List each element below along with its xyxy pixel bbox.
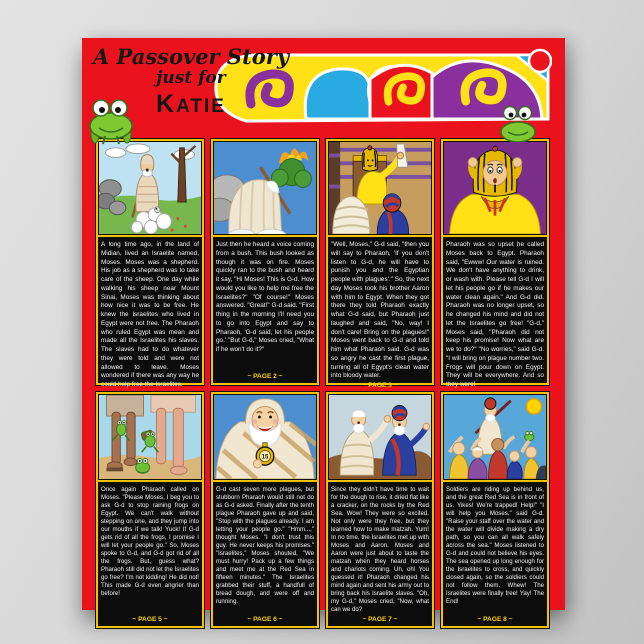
- illustration-pharaoh-court: [328, 141, 432, 235]
- stopwatch-value: 15: [261, 453, 269, 461]
- illustration-moses-aaron-red-sea: [328, 394, 432, 480]
- story-panel-5: [95, 391, 205, 629]
- story-panel-4: [440, 138, 550, 389]
- illustration-moses-shepherd: [98, 141, 202, 235]
- story-text: "Well, Moses," G-d said, "then you will say to Pharaoh, 'If you don't listen to G-d, he will have to punish you and the Egyptian people with plagues'." So, the next day Moses took his brother Aaron with him to Egypt. When they got there they told Pharaoh exactly what G-d said, but Pharaoh just laughed and said, "No, way! I don't care! Bring on the plagues!" Moses went back to G-d and told him what Pharaoh said. G-d was so angry he cast the first plague, turning all of Egypt's clean water into bloody water.: [331, 241, 429, 380]
- page-label: ~ PAGE 5 ~: [132, 615, 168, 623]
- recipient-name: KATIE: [156, 90, 226, 119]
- page-label: ~ PAGE 6 ~: [247, 615, 283, 623]
- story-panel-3: [325, 138, 435, 390]
- passover-story-poster: [82, 38, 565, 623]
- page-label: ~ PAGE 7 ~: [362, 615, 398, 623]
- page-label: ~ PAGE 2 ~: [247, 373, 283, 380]
- frog-peeking-icon: [498, 104, 538, 142]
- story-textbox: [443, 482, 547, 626]
- frog-peeking-icon: [85, 96, 137, 146]
- illustration-frogs-on-feet: [98, 394, 202, 480]
- poster-title-line2: just for: [156, 68, 226, 89]
- story-text: A long time ago, in the land of Midian, lived an Israelite named, Moses. Moses was a shepherd. His job as a shepherd was to take care of the sheep. One day while walking his sheep near Mount Sinai, Moses was thinking about how nice it was to be free. He knew the Israelites who lived in Egypt were not free. The Pharaoh who ruled Egypt was mean and made all the Israelites his slaves. The slaves had to do whatever they were told and were not allowed to leave. Moses wondered if there was any way he could help free the Israelites.: [101, 241, 199, 389]
- story-panel-8: [440, 391, 550, 629]
- illustration-pharaoh-upset: [443, 141, 547, 235]
- story-textbox: [328, 482, 432, 626]
- poster-header: [82, 38, 565, 138]
- story-textbox: [98, 237, 202, 389]
- story-text: G-d cast seven more plagues, but stubborn Pharaoh would still not do as G-d asked. Finally after the tenth plague Pharaoh gave up and said, "Stop with the plagues already. I am letting your people go." "Hmm...," thought Moses. "I don't trust this guy. He never keeps his promises." "Israelites," Moses shouted, "We must hurry! Pack up a few things and meet me at the Red Sea in fifteen minutes." The Israelites grabbed their stuff, a handfull of bread dough, and were off and running.: [216, 486, 314, 606]
- story-textbox: [98, 482, 202, 626]
- story-text: Since they didn't have time to wait for the dough to rise, it dried flat like a cracker, on the rocks by the Red Sea. Wow! They were so excited. Not only were they free, but they learned how to make matzah. Yum! In no time, the Israelites met up with Moses and Aaron. Moses and Aaron were just about to taste the matzah when they heard horses and chariots coming. Uh, oh! You guessed it! Pharaoh changed his mind again and sent his army out to bring back his Israelite slaves. "Oh, my G-d," Moses cried, "Now, what can we do?: [331, 486, 429, 614]
- story-text: Soldiers are riding up behind us, and the great Red Sea is in front of us. Yikes! We're trapped! Help!" "I will help you Moses," said G-d. "Raise your staff over the water and the water will divide making a dry path, so you can all walk safely across the sea." Moses listened to G-d and could not believe his eyes. The sea opened up long enough for the Israelites to cross, and quickly closed again, so the soldiers could not follow them. Whew! The Israelites were finally free! Yay! The End!: [446, 486, 544, 606]
- story-text: Once again Pharaoh called on Moses. "Please Moses, I beg you to ask G-d to stop raining frogs on Egypt. We can't walk without stepping on one, and they jump into our mouths if we talk! Yuck! If G-d gets rid of all the frogs, I promise I will let your people go." So, Moses spoke to G-d, and G-d got rid of all the frogs. But, guess what? Pharaoh still did not let the Israelites go free? I'm not kidding! He did not! This made G-d even angrier than before!: [101, 486, 199, 598]
- page-label: ~ PAGE 8 ~: [477, 615, 513, 623]
- poster-title-line1: A Passover Story: [92, 44, 290, 69]
- story-text: Pharaoh was so upset he called Moses back to Egypt. Pharaoh said, "Ewww! Our water is ruined. We don't have anything to drink, or wash with. Please tell G-d I will let his people go if he makes our water clean again." And G-d did. Pharaoh was no longer upset, so he changed his mind and did not let the Israelites go free! "G-d," Moses said, "Pharaoh did not keep his promise! Now what are we to do?" "No worries," said G-d. "I will bring on plague number two. Frogs will pour down on Egypt. They will be everywhere. And so they were!: [446, 241, 544, 389]
- page-label: ~ PAGE 3 ~: [362, 382, 398, 390]
- illustration-moses-stopwatch: [213, 394, 317, 480]
- story-panel-grid: [95, 138, 550, 623]
- story-textbox: [213, 237, 317, 383]
- story-panel-2: [210, 138, 320, 386]
- illustration-israelites-red-sea: [443, 394, 547, 480]
- story-panel-1: [95, 138, 205, 389]
- story-textbox: [213, 482, 317, 626]
- story-panel-7: [325, 391, 435, 629]
- story-textbox: [328, 237, 432, 390]
- illustration-burning-bush: [213, 141, 317, 235]
- story-text: Just then he heard a voice coming from a bush. This bush looked as though it was on fire. Moses quickly ran to the bush and heard it say, "Hi Moses! This is G-d. How would you like to help me free the Israelites?" "Of course!" Moses answered. "Great!" G-d said. "First thing in the morning I'll need you to go into Egypt and say to Pharaoh, 'G-d said, let his people go.' "But G-d," Moses cried, "What if he won't do it?": [216, 241, 314, 354]
- story-textbox: [443, 237, 547, 389]
- story-panel-6: [210, 391, 320, 629]
